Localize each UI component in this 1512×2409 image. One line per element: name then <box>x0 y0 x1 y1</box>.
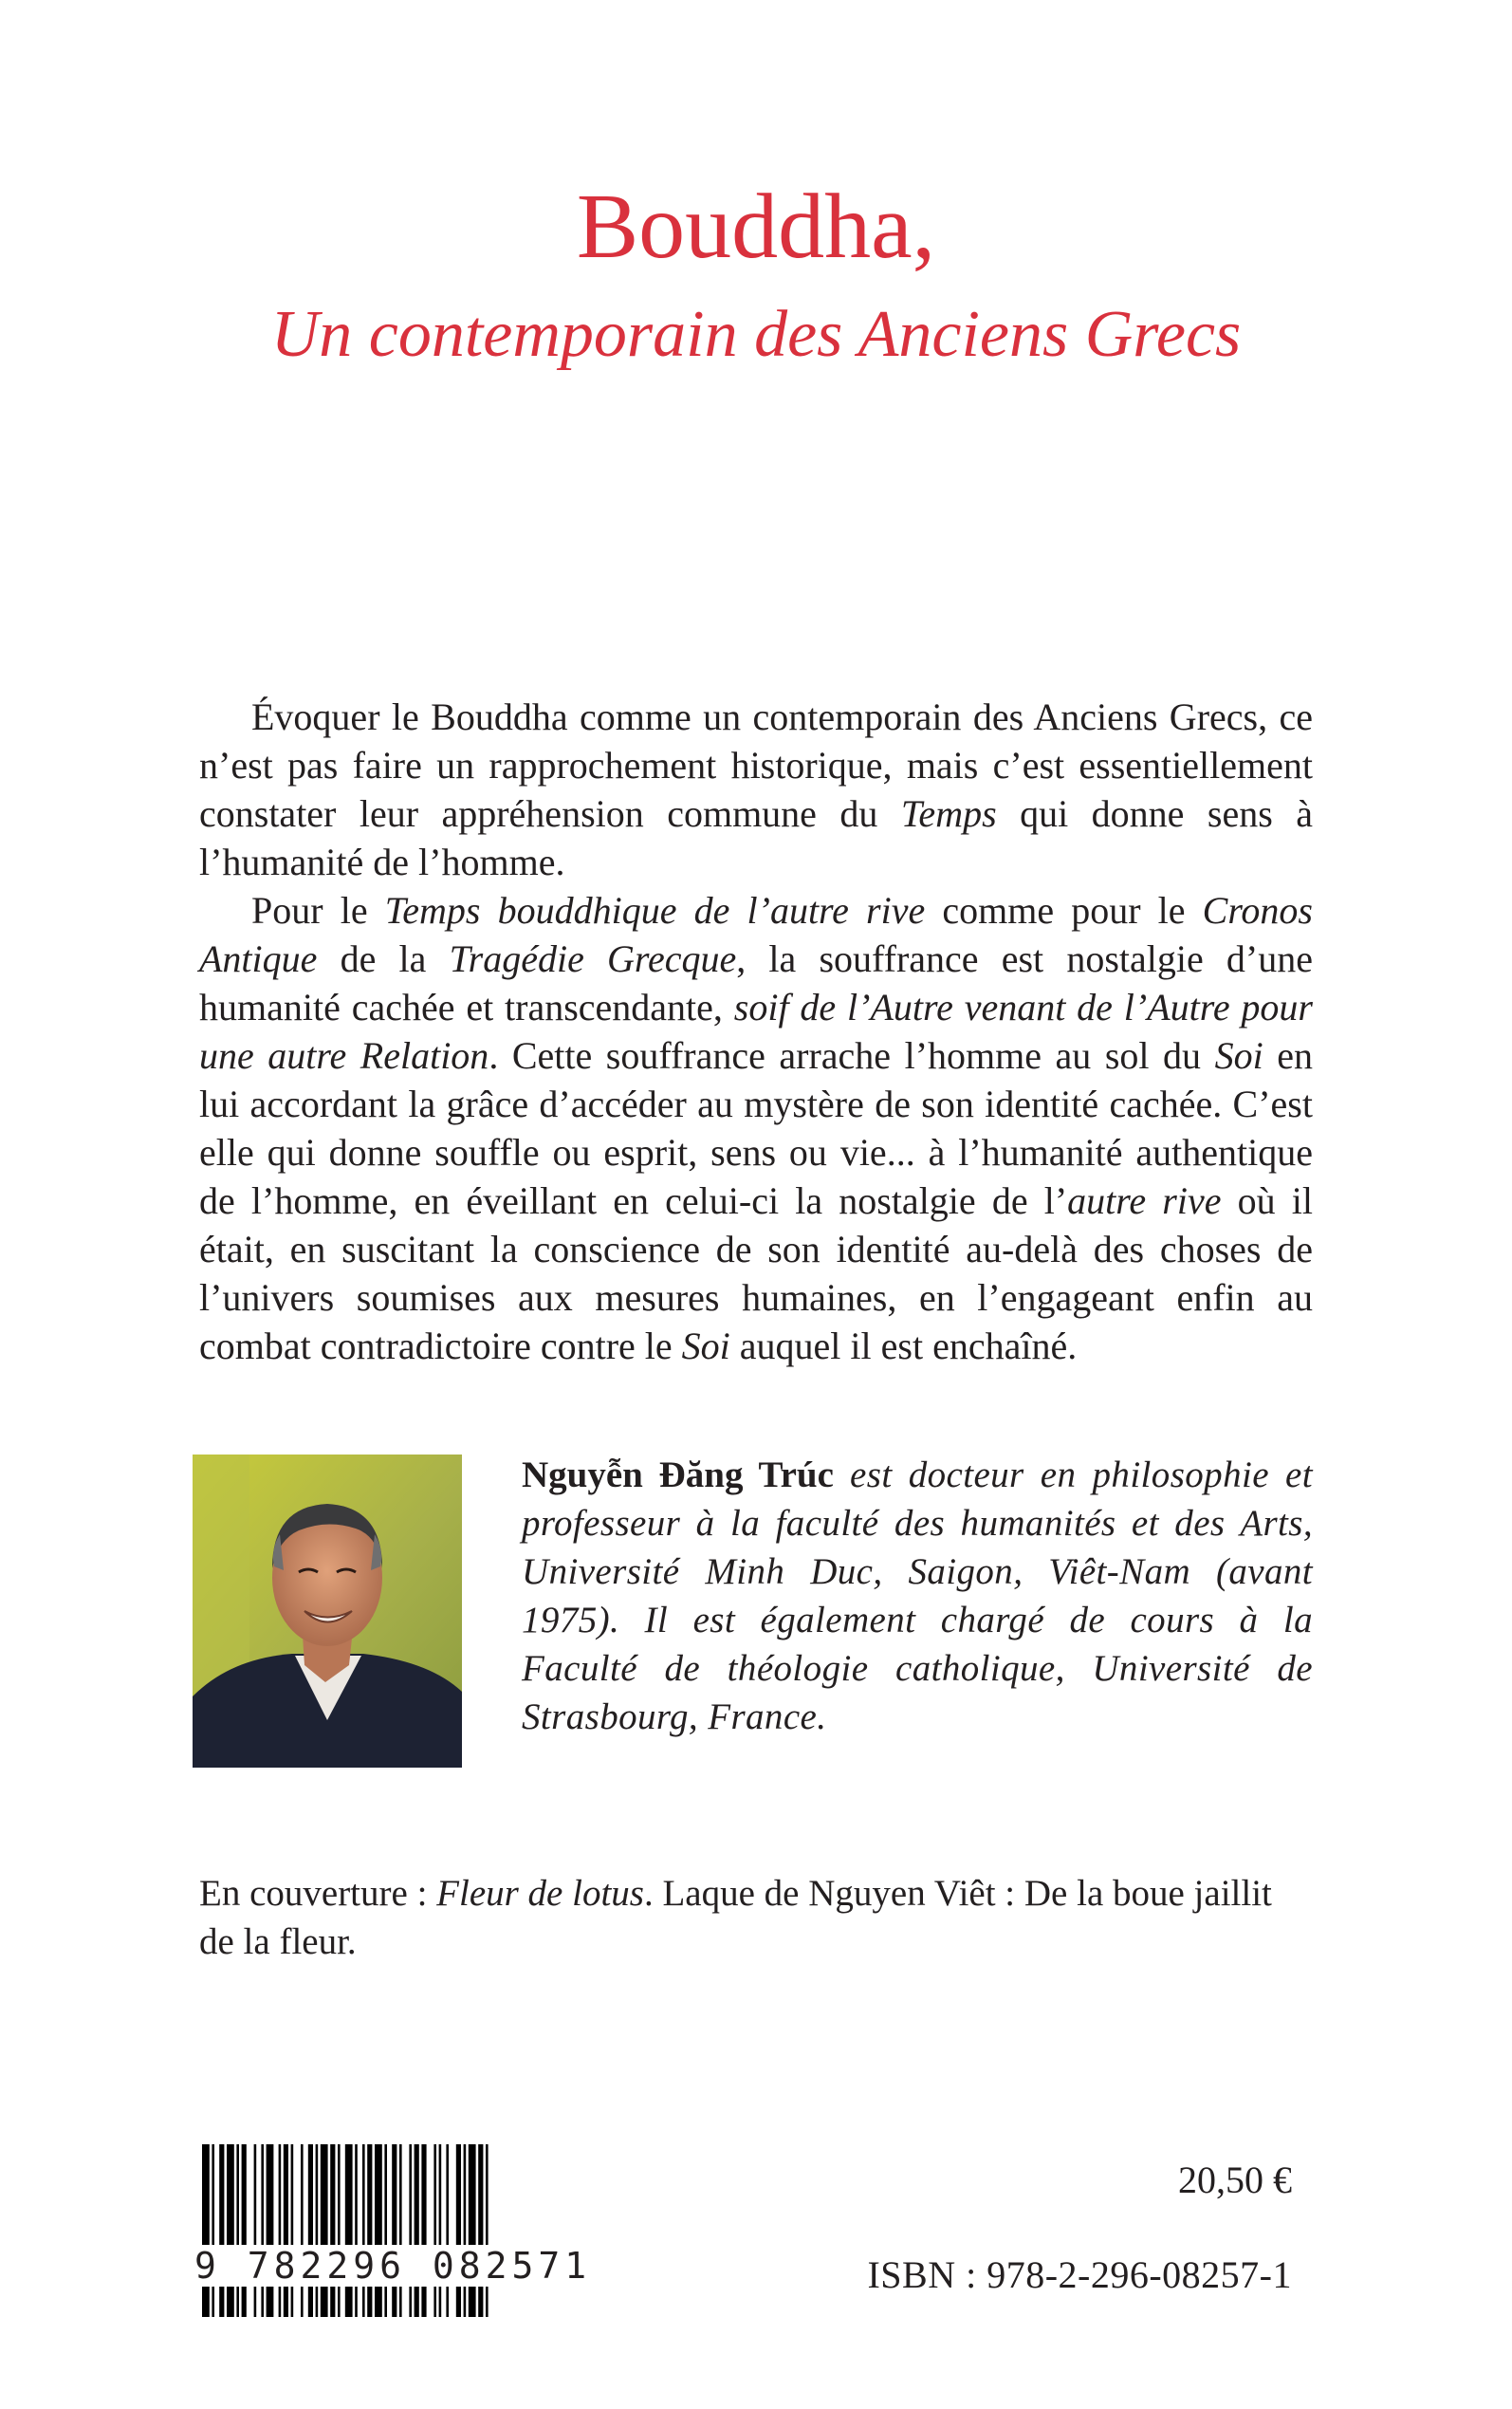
barcode-bar <box>375 2144 382 2317</box>
blurb-italic-run: Soi <box>681 1325 730 1367</box>
isbn: ISBN : 978-2-296-08257-1 <box>867 2253 1292 2296</box>
barcode-bar <box>227 2144 234 2317</box>
barcode-bar <box>446 2144 449 2317</box>
blurb-italic-run: Temps bouddhique de l’autre rive <box>384 889 926 932</box>
barcode-bar <box>202 2144 210 2317</box>
cover-credit <box>199 1869 1313 1966</box>
blurb-paragraph <box>199 693 1313 886</box>
barcode-bar <box>321 2144 328 2317</box>
barcode-bar <box>456 2144 461 2317</box>
credit-italic-run: Fleur de lotus <box>436 1873 644 1914</box>
barcode-bar <box>316 2144 319 2317</box>
barcode-bar <box>267 2144 274 2317</box>
book-subtitle: Un contemporain des Anciens Grecs <box>270 298 1242 371</box>
barcode-bar <box>384 2144 387 2317</box>
barcode-bar <box>392 2144 396 2317</box>
blurb-italic-run: soif de l’Autre venant de l’Autre pour une autre Relation <box>199 986 1314 1077</box>
barcode-digits: 9 782296 082571 <box>194 2245 592 2287</box>
blurb-run: comme pour le <box>925 889 1203 932</box>
credit-run: . Laque de Nguyen Viêt : De la boue jaillit de la fleur. <box>199 1873 1272 1962</box>
barcode-bar <box>399 2144 402 2317</box>
book-title: Bouddha, <box>576 176 936 278</box>
barcode-bar <box>236 2144 239 2317</box>
author-name: Nguyễn Đăng Trúc <box>522 1455 834 1495</box>
barcode-bar <box>362 2144 365 2317</box>
barcode-bar <box>355 2144 358 2317</box>
blurb-run: Pour le <box>251 889 385 932</box>
barcode-bar <box>433 2144 436 2317</box>
barcode-bar <box>421 2144 426 2317</box>
barcode-bar <box>478 2144 483 2317</box>
barcode-bar <box>464 2144 467 2317</box>
barcode-bar <box>261 2144 264 2317</box>
blurb-italic-run: Tragédie Grecque <box>449 937 737 980</box>
barcode-bar <box>409 2144 412 2317</box>
blurb-paragraph <box>199 886 1313 1370</box>
barcode <box>194 2144 593 2317</box>
barcode-bar <box>291 2144 294 2317</box>
author-bio-text: est docteur en philosophie et professeur à la faculté des humanités et des Arts, Université Minh Duc, Saigon, Viêt-Nam (avant 1975). Il est également chargé de cours à la Faculté de théologie catholique, Université de Strasbourg, France. <box>522 1455 1313 1737</box>
author-photo <box>193 1455 462 1768</box>
barcode-bar <box>308 2144 313 2317</box>
barcode-bar <box>212 2144 214 2317</box>
blurb-run: auquel il est enchaîné. <box>729 1325 1078 1367</box>
blurb-run: Évoquer le Bouddha comme un contemporain des Anciens Grecs, ce n’est pas faire un rapprochement historique, mais c’est essentiellement constater leur appréhension commune du <box>199 695 1313 835</box>
back-cover-blurb <box>199 693 1313 1370</box>
barcode-bar <box>486 2144 489 2317</box>
blurb-italic-run: autre rive <box>1067 1179 1222 1222</box>
barcode-bar <box>279 2144 282 2317</box>
barcode-bar <box>439 2144 442 2317</box>
blurb-run: en lui accordant la grâce d’accéder au mystère de son identité cachée. C’est elle qui donne souffle ou esprit, sens ou vie... à l’humanité authentique de l’homme, en éveillant en celui-ci la nostalgie de l’ <box>199 1034 1314 1222</box>
barcode-bar <box>330 2144 335 2317</box>
barcode-bar <box>301 2144 304 2317</box>
barcode-bar <box>219 2144 224 2317</box>
blurb-run: . Cette souffrance arrache l’homme au sol du <box>489 1034 1215 1077</box>
barcode-bar <box>367 2144 372 2317</box>
blurb-italic-run: Soi <box>1214 1034 1263 1077</box>
barcode-bar <box>469 2144 476 2317</box>
barcode-bar <box>345 2144 353 2317</box>
barcode-bar <box>254 2144 257 2317</box>
barcode-bar <box>284 2144 288 2317</box>
blurb-run: où il était, en suscitant la conscience de son identité au-delà des choses de l’univers soumises aux mesures humaines, en l’engageant enfin au combat contradictoire contre le <box>199 1179 1314 1367</box>
author-bio <box>522 1451 1313 1741</box>
blurb-run: de la <box>317 937 450 980</box>
barcode-bar <box>338 2144 341 2317</box>
blurb-run: , la souffrance est nostalgie d’une humanité cachée et transcendante, <box>199 937 1313 1028</box>
blurb-run: qui donne sens à l’humanité de l’homme. <box>199 792 1313 883</box>
blurb-italic-run: Cronos Antique <box>199 889 1313 980</box>
credit-run: En couverture : <box>199 1873 437 1914</box>
price: 20,50 € <box>1178 2159 1292 2201</box>
barcode-bar <box>242 2144 247 2317</box>
barcode-bar <box>415 2144 419 2317</box>
blurb-italic-run: Temps <box>900 792 997 835</box>
